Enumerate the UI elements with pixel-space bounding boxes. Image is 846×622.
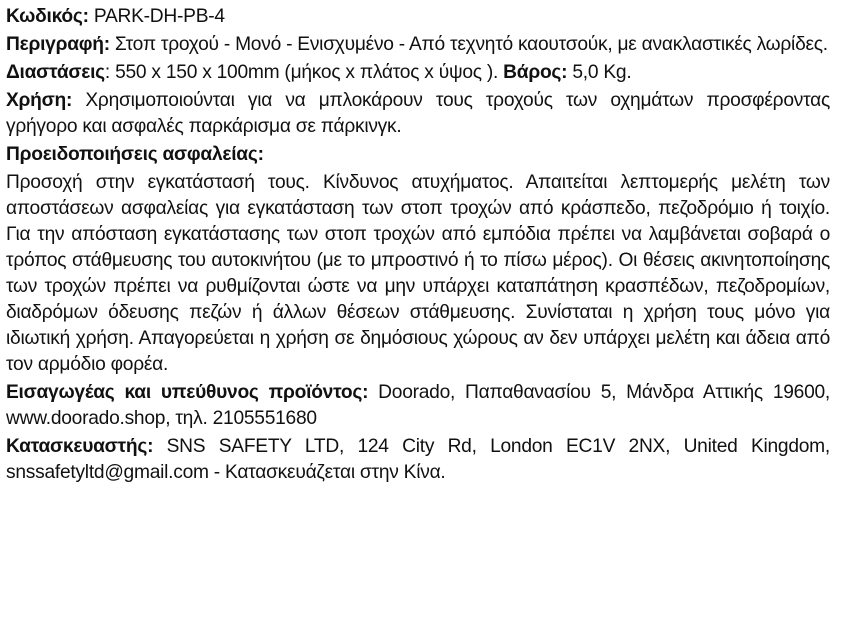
- dimensions-line: [6, 60, 830, 86]
- description-value: Στοπ τροχού - Μονό - Ενισχυμένο - Από τεχνητό καουτσούκ, με ανακλαστικές λωρίδες.: [109, 34, 828, 55]
- description-line: [6, 32, 830, 58]
- usage-value: Χρησιμοποιούνται για να μπλοκάρουν τους τροχούς των οχημάτων προσφέροντας γρήγορο και ασφαλές παρκάρισμα σε πάρκινγκ.: [6, 90, 830, 137]
- safety-heading: [6, 142, 830, 168]
- usage-line: [6, 88, 830, 140]
- importer-value: Doorado, Παπαθανασίου 5, Μάνδρα Αττικής 19600, www.doorado.shop, τηλ. 2105551680: [6, 382, 831, 429]
- description-label: Περιγραφή:: [6, 34, 110, 55]
- manufacturer-label: Κατασκευαστής:: [6, 436, 154, 457]
- usage-label: Χρήση:: [6, 90, 73, 111]
- weight-label: Βάρος:: [503, 62, 568, 83]
- safety-label: Προειδοποιήσεις ασφαλείας:: [6, 144, 264, 165]
- manufacturer-line: [6, 434, 830, 486]
- code-line: [6, 4, 830, 30]
- importer-label: Εισαγωγέας και υπεύθυνος προϊόντος:: [6, 382, 369, 403]
- safety-text: Προσοχή στην εγκατάστασή τους. Κίνδυνος ατυχήματος. Απαιτείται λεπτομερής μελέτη των αποστάσεων ασφαλείας για εγκατάσταση των στοπ τροχών από κράσπεδο, πεζοδρόμιο ή τοιχίο. Για την απόσταση εγκατάστασης των στοπ τροχών από εμπόδια πρέπει να λαμβάνεται σοβαρά ο τρόπος στάθμευσης του αυτοκινήτου (με το μπροστινό ή το πίσω μέρος). Οι θέσεις ακινητοποίησης των τροχών πρέπει να ρυθμίζονται ώστε να μην υπάρχει καταπάτηση κρασπέδων, πεζοδρομίων, διαδρόμων όδευσης πεζών ή άλλων θέσεων στάθμευσης. Συνίσταται η χρήση τους μόνο για ιδιωτική χρήση. Απαγορεύεται η χρήση σε δημόσιους χώρους αν δεν υπάρχει μελέτη και άδεια από τον αρμόδιο φορέα.: [6, 172, 830, 375]
- dimensions-value: : 550 x 150 x 100mm (μήκος x πλάτος x ύψος ).: [104, 62, 504, 83]
- manufacturer-value: SNS SAFETY LTD, 124 City Rd, London EC1V 2NX, United Kingdom, snssafetyltd@gmail.com - Κατασκευάζεται στην Κίνα.: [6, 436, 830, 483]
- weight-value: 5,0 Kg.: [567, 62, 632, 83]
- importer-line: [6, 380, 830, 432]
- code-label: Κωδικός:: [6, 6, 89, 27]
- code-value: PARK-DH-PB-4: [88, 6, 225, 27]
- dimensions-label: Διαστάσεις: [6, 62, 105, 83]
